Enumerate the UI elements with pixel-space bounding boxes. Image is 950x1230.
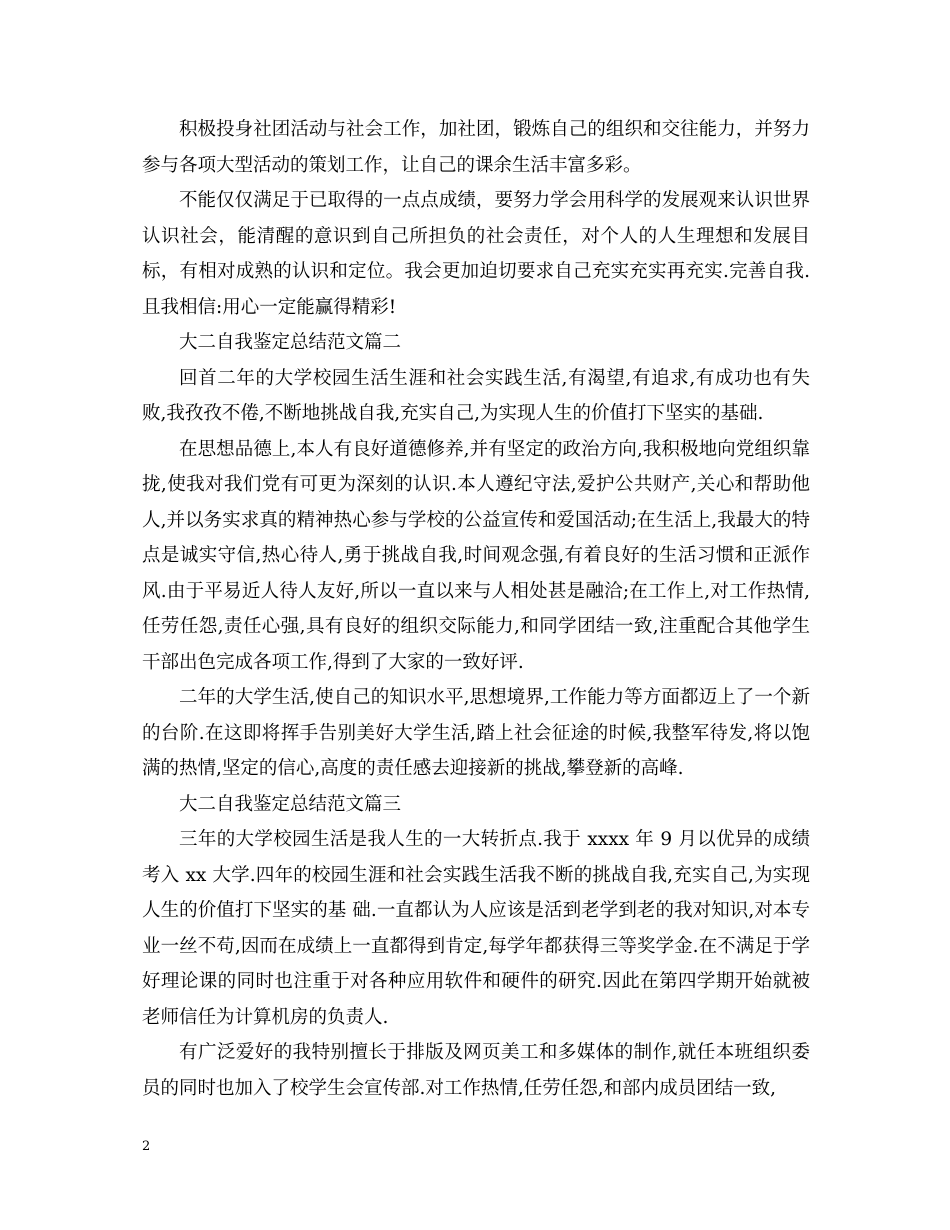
document-body [142, 112, 810, 1106]
page-number: 2 [142, 1139, 151, 1154]
paragraph: 三年的大学校园生活是我人生的一大转折点.我于 xxxx 年 9 月以优异的成绩考入 xx 大学.四年的校园生涯和社会实践生活我不断的挑战自我,充实自己,为实现人生的价值打下坚实的基 础.一直都认为人应该是活到老学到老的我对知识,对本专业一丝不苟,因而在成绩上一直都得到肯定,每学年都获得三等奖学金.在不满足于学好理论课的同时也注重于对各种应用软件和硬件的研究.因此在第四学期开始就被老师信任为计算机房的负责人. [142, 829, 810, 1028]
paragraph: 二年的大学生活,使自己的知识水平,思想境界,工作能力等方面都迈上了一个新的台阶.在这即将挥手告别美好大学生活,踏上社会征途的时候,我整军待发,将以饱满的热情,坚定的信心,高度的责任感去迎接新的挑战,攀登新的高峰. [142, 687, 810, 779]
paragraph: 积极投身社团活动与社会工作，加社团，锻炼自己的组织和交往能力，并努力参与各项大型活动的策划工作，让自己的课余生活丰富多彩。 [142, 119, 810, 176]
paragraph: 在思想品德上,本人有良好道德修养,并有坚定的政治方向,我积极地向党组织靠拢,使我对我们党有可更为深刻的认识.本人遵纪守法,爱护公共财产,关心和帮助他人,并以务实求真的精神热心参与学校的公益宣传和爱国活动;在生活上,我最大的特点是诚实守信,热心待人,勇于挑战自我,时间观念强,有着良好的生活习惯和正派作风.由于平易近人待人友好,所以一直以来与人相处甚是融洽;在工作上,对工作热情,任劳任怨,责任心强,具有良好的组织交际能力,和同学团结一致,注重配合其他学生干部出色完成各项工作,得到了大家的一致好评. [142, 438, 810, 673]
paragraph: 有广泛爱好的我特别擅长于排版及网页美工和多媒体的制作,就任本班组织委员的同时也加入了校学生会宣传部.对工作热情,任劳任怨,和部内成员团结一致, [142, 1042, 810, 1099]
section-heading: 大二自我鉴定总结范文篇二 [179, 332, 402, 353]
section-heading: 大二自我鉴定总结范文篇三 [179, 793, 402, 815]
paragraph: 不能仅仅满足于已取得的一点点成绩，要努力学会用科学的发展观来认识世界认识社会，能清醒的意识到自己所担负的社会责任，对个人的人生理想和发展目标，有相对成熟的认识和定位。我会更加迫切要求自己充实充实再充实.完善自我.且我相信:用心一定能赢得精彩! [142, 190, 810, 318]
paragraph: 回首二年的大学校园生活生涯和社会实践生活,有渴望,有追求,有成功也有失败,我孜孜不倦,不断地挑战自我,充实自己,为实现人生的价值打下坚实的基础. [142, 367, 810, 424]
